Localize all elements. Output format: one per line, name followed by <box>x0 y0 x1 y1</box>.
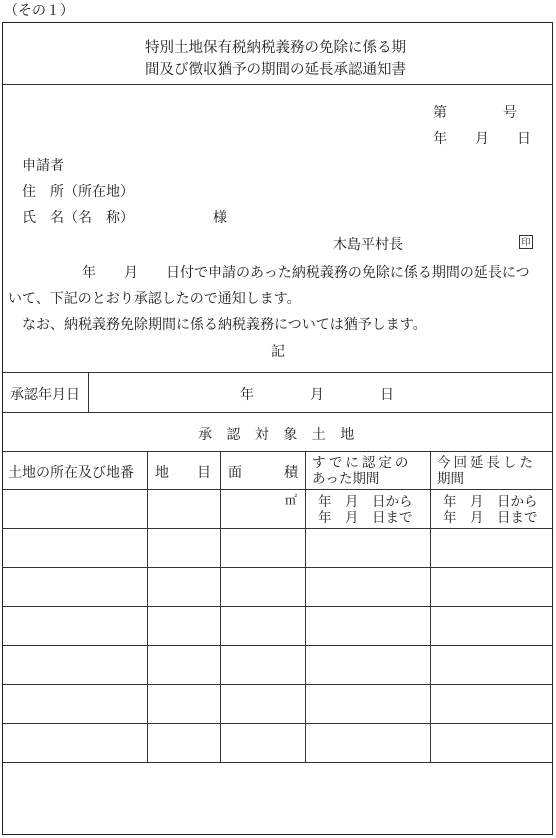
header-category: 地 目 <box>155 465 211 481</box>
divider <box>2 451 553 452</box>
divider <box>2 84 553 85</box>
extended-period-to: 年 月 日まで <box>443 510 538 526</box>
header-approved-period-2: あった期間 <box>312 471 380 487</box>
approval-date-value: 年 月 日 <box>240 387 394 403</box>
column-divider <box>305 451 306 762</box>
approved-period-to: 年 月 日まで <box>318 510 413 526</box>
column-divider <box>147 451 148 762</box>
table-row <box>2 567 553 568</box>
approval-date-label: 承認年月日 <box>10 387 80 403</box>
divider <box>2 489 553 490</box>
table-row <box>2 528 553 529</box>
table-row <box>2 645 553 646</box>
issuer-name: 木島平村長 <box>333 237 403 253</box>
table-row <box>2 684 553 685</box>
body-line-3: なお、納税義務免除期間に係る納税義務については猶予します。 <box>22 317 427 333</box>
divider <box>2 372 553 373</box>
body-line-2: いて、下記のとおり承認したので通知します。 <box>8 291 301 307</box>
name-label: 氏 名（名 称） <box>22 210 134 226</box>
body-line-1: 年 月 日付で申請のあった納税義務の免除に係る期間の延長につ <box>82 265 530 281</box>
table-row <box>2 723 553 724</box>
seal-mark <box>519 235 533 249</box>
divider <box>2 412 553 413</box>
approved-period-from: 年 月 日から <box>318 494 413 510</box>
applicant-label: 申請者 <box>22 158 64 174</box>
seal-mark-text: 印 <box>521 238 531 248</box>
table-row <box>2 762 553 763</box>
page-label: （その１） <box>4 3 74 19</box>
divider <box>88 372 89 412</box>
form-title-line1: 特別土地保有税納税義務の免除に係る期 <box>145 40 406 56</box>
ki-label: 記 <box>271 344 285 360</box>
column-divider <box>430 451 431 762</box>
header-location: 土地の所在及び地番 <box>8 465 134 481</box>
column-divider <box>220 451 221 762</box>
header-extended-period-2: 期間 <box>437 471 464 487</box>
document-date: 年 月 日 <box>433 131 531 147</box>
table-row <box>2 606 553 607</box>
area-unit: ㎡ <box>285 493 298 507</box>
form-title-line2: 間及び徴収猶予の期間の延長承認通知書 <box>145 62 406 78</box>
section-title: 承 認 対 象 土 地 <box>198 427 360 443</box>
header-extended-period-1: 今回延長した <box>437 455 536 471</box>
sama-label: 様 <box>213 210 227 226</box>
header-approved-period-1: すでに認定の <box>312 455 412 471</box>
extended-period-from: 年 月 日から <box>443 494 538 510</box>
header-area: 面 積 <box>228 465 298 481</box>
document-number: 第 号 <box>433 105 517 121</box>
address-label: 住 所（所在地） <box>22 184 134 200</box>
